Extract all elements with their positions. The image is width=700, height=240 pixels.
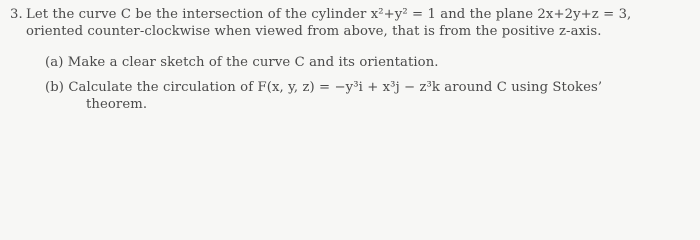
part-a [10, 54, 696, 71]
problem-parts [10, 54, 696, 113]
problem-statement-line-1 [10, 6, 696, 23]
problem-number: 3. [10, 7, 23, 22]
part-a-text: Make a clear sketch of the curve C and its orientation. [67, 55, 439, 70]
part-a-label: (a) [45, 55, 64, 70]
part-b [10, 79, 696, 96]
part-b-text-2: theorem. [86, 97, 148, 112]
part-b-label: (b) [45, 80, 65, 95]
problem-statement-text-1: Let the curve C be the intersection of the cylinder x²+y² = 1 and the plane 2x+2y+z = 3, [26, 7, 632, 22]
part-b-text-1: Calculate the circulation of F(x, y, z) = −y³i + x³j − z³k around C using Stokes’ [68, 80, 603, 95]
problem-statement-line-2: oriented counter-clockwise when viewed from above, that is from the positive z-axis. [26, 24, 602, 39]
problem-3 [10, 6, 696, 113]
